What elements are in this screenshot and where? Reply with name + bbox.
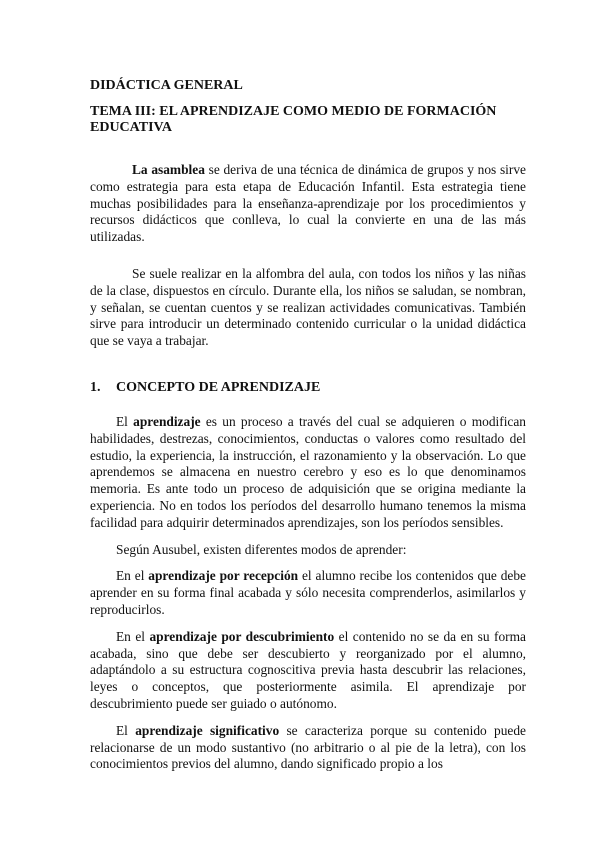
topic-title: TEMA III: EL APRENDIZAJE COMO MEDIO DE FORMACIÓN EDUCATIVA [90, 104, 497, 135]
section-paragraph-3-lead: En el [116, 568, 149, 584]
section-paragraph-2: Según Ausubel, existen diferentes modos de aprender: [116, 541, 407, 557]
term-asamblea: La asamblea [132, 162, 205, 177]
section-paragraph-4-text: el contenido no se da en su forma acabada, sino que debe ser descubierto y reorganizado por el alumno, adaptándolo a su estructura cognoscitiva previa hasta descubrir las relaciones, leyes o conceptos, que posteriormente asimila. El aprendizaje por descubrimiento puede ser guiado o autónomo. [90, 628, 527, 711]
section-number: 1. [90, 379, 101, 395]
section-paragraph-3 [90, 568, 526, 618]
intro-paragraph-2: Se suele realizar en la alfombra del aula, con todos los niños y las niñas de la clase, dispuestos en círculo. Durante ella, los niños se saludan, se nombran, y señalan, se cuentan cuentos y se realizan actividades comunicativas. También sirve para introducir un determinado contenido curricular o la unidad didáctica que se vaya a trabajar. [90, 265, 526, 349]
term-aprendizaje: aprendizaje [133, 413, 201, 429]
section-title: CONCEPTO DE APRENDIZAJE [116, 379, 321, 395]
term-aprendizaje-significativo: aprendizaje significativo [135, 722, 280, 738]
section-paragraph-4-lead: En el [116, 628, 150, 644]
course-title: DIDÁCTICA GENERAL [90, 78, 243, 93]
section-paragraph-3-text: el alumno recibe los contenidos que debe aprender en su forma final acabada y sólo necesita comprenderlos, asimilarlos y reproducirlos. [90, 568, 526, 617]
section-paragraph-5 [90, 723, 526, 773]
section-heading [90, 380, 526, 396]
section-paragraph-1-text: es un proceso a través del cual se adquieren o modifican habilidades, destrezas, conocimientos, conductas o valores como resultado del estudio, la experiencia, la instrucción, el razonamiento y la observación. Lo que aprendemos se almacena en nuestro cerebro y eso es lo que denominamos memoria. Es ante todo un proceso de adquisición que se origina mediante la experiencia. No en todos los períodos del desarrollo humano tenemos la misma facilidad para adquirir determinados aprendizajes, son los períodos sensibles. [90, 413, 526, 530]
section-paragraph-5-lead: El [116, 722, 136, 738]
term-aprendizaje-descubrimiento: aprendizaje por descubrimiento [149, 628, 335, 644]
intro-paragraph-1-text: se deriva de una técnica de dinámica de grupos y nos sirve como estrategia para esta etapa de Educación Infantil. Esta estrategia tiene muchas posibilidades para la enseñanza-aprendizaje por los procedimientos y recursos didácticos que conlleva, lo cual la convierte en una de las más utilizadas. [90, 162, 526, 245]
section-paragraph-1-lead: El [116, 413, 134, 429]
section-paragraph-5-text: se caracteriza porque su contenido puede relacionarse de un modo sustantivo (no arbitrario o al pie de la letra), con los conocimientos previos del alumno, dando significado propio a los [90, 722, 526, 772]
term-aprendizaje-recepcion: aprendizaje por recepción [148, 568, 299, 584]
intro-paragraph-1 [90, 162, 526, 246]
section-paragraph-4 [90, 629, 526, 713]
section-paragraph-1 [90, 414, 526, 532]
